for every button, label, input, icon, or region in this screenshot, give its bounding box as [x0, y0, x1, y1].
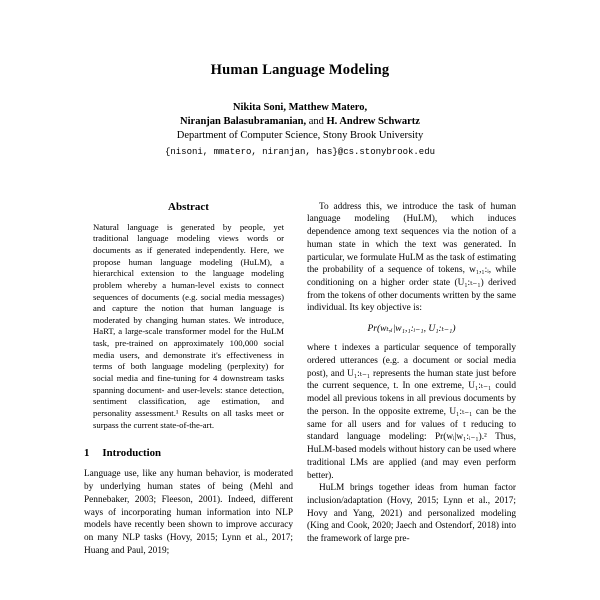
body-paragraph-2: where t indexes a particular sequence of temporally ordered utterances (e.g. a document or social media post), and U₁:ₜ₋₁ represents the human state just before the current sequence, t. In one extreme, U₁:ₜ₋₁ could model all previous tokens in all previous documents by the person. In the opposite extreme, U₁:ₜ₋₁ can be the same for all users and for values of t reducing to standard language modeling: Pr(wᵢ|w₁:ᵢ₋₁).² Thus, HuLM-based models without history can be used where traditional LMs are applied (and may even perform better). [307, 343, 516, 481]
affiliation: Department of Computer Science, Stony Brook University [176, 129, 424, 141]
author-name-balasubramanian: Niranjan Balasubramanian, [180, 115, 307, 127]
body-paragraph-3: HuLM brings together ideas from human factor inclusion/adaptation (Hovy, 2015; Lynn et al., 2017; Hovy and Yang, 2021) and personalized modeling (King and Cook, 2020; Jaech and Ostendorf, 2018) into the framework of large pre- [307, 483, 516, 545]
section-title: Introduction [102, 447, 162, 460]
authors-line-1: Nikita Soni, Matthew Matero, [232, 102, 368, 113]
authors-email: {nisoni, mmatero, niranjan, has}@cs.stonybrook.edu [164, 146, 436, 157]
two-column-body [84, 201, 516, 558]
abstract-heading: Abstract [168, 200, 209, 213]
paper-title: Human Language Modeling [210, 62, 390, 78]
introduction-paragraph: Language use, like any human behavior, is moderated by underlying human states of being (Mehl and Pennebaker, 2003; Fleeson, 2001). Indeed, different ways of incorporating human information into NLP models have recently been shown to improve accuracy on many NLP tasks (Hovy, 2015; Lynn et al., 2017; Huang and Paul, 2019; [84, 469, 293, 556]
authors-and-text: and [306, 115, 327, 127]
authors-line-2 [84, 115, 516, 129]
right-column [307, 201, 516, 558]
left-column [84, 201, 293, 558]
equation: Pr(wₜ,ᵢ|w₁,₁:ᵢ₋₁, U₁:ₜ₋₁) [367, 324, 456, 335]
section-number: 1 [84, 447, 90, 460]
title-block [84, 62, 516, 157]
body-paragraph-1: To address this, we introduce the task of human language modeling (HuLM), which induces dependence among text sequences via the notion of a human state in which the text was generated. In particular, we formulate HuLM as the task of estimating the probability of a sequence of tokens, w₁,₁:ᵢ, while conditioning on a higher order state (U₁:ₜ₋₁) derived from the tokens of other documents written by the same individual. Its key objective is: [307, 201, 517, 314]
author-name-schwartz: H. Andrew Schwartz [326, 115, 420, 127]
abstract-text: Natural language is generated by people, yet traditional language modeling views words or documents as if generated independently. Here, we propose human language modeling (HuLM), a hierarchical extension to the language modeling problem whereby a human-level exists to connect sequences of documents (e.g. social media messages) and capture the notion that human language is moderated by changing human states. We introduce, HaRT, a large-scale transformer model for the HuLM task, pre-trained on approximately 100,000 social media users, and demonstrate it's effectiveness in terms of both language modeling (perplexity) for social media and fine-tuning for 4 downstream tasks spanning document- and user-levels: stance detection, sentiment classification, age estimation, and personality assessment.¹ Results on all tasks meet or surpass the current state-of-the-art. [93, 221, 284, 430]
section-heading-introduction [84, 447, 293, 459]
